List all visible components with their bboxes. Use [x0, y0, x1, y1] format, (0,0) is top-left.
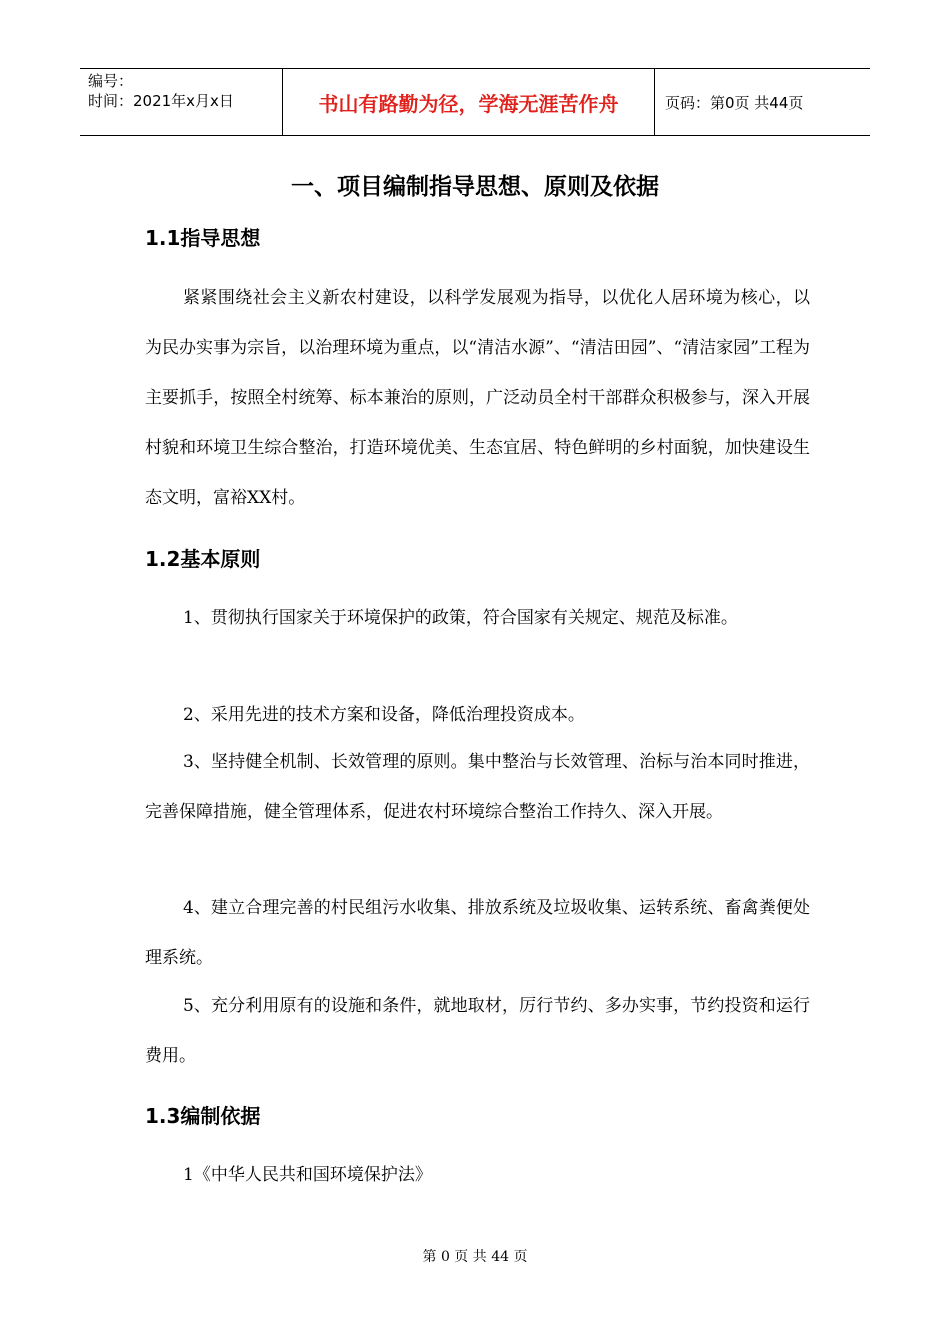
document-title: 一、项目编制指导思想、原则及依据: [291, 174, 659, 200]
number-label: 编号：: [88, 72, 134, 90]
header-meta: [80, 69, 282, 135]
page-footer: 第 0 页 共 44 页: [422, 1249, 528, 1265]
paragraph-guiding-thought: 紧紧围绕社会主义新农村建设，以科学发展观为指导，以优化人居环境为核心，以为民办实事为宗旨，以治理环境为重点，以“清洁水源”、“清洁田园”、“清洁家园”工程为主要抓手，按照全村统筹、标本兼治的原则，广泛动员全村干部群众积极参与，深入开展村貌和环境卫生综合整治，打造环境优美、生态宜居、特色鲜明的乡村面貌，加快建设生态文明，富裕XX村。: [145, 288, 810, 508]
principle-item-3: 3、坚持健全机制、长效管理的原则。集中整治与长效管理、治标与治本同时推进，完善保障措施，健全管理体系，促进农村环境综合整治工作持久、深入开展。: [145, 752, 810, 822]
basis-item-1: 1《中华人民共和国环境保护法》: [183, 1165, 432, 1185]
section-heading-1-1: 1.1指导思想: [145, 226, 261, 250]
header-page-info: 页码：第0页 共44页: [665, 93, 804, 112]
principle-item-2: 2、采用先进的技术方案和设备，降低治理投资成本。: [183, 705, 585, 725]
principle-item-1: 1、贯彻执行国家关于环境保护的政策，符合国家有关规定、规范及标准。: [183, 608, 738, 628]
section-heading-1-2: 1.2基本原则: [145, 547, 261, 571]
header-motto: 书山有路勤为径，学海无涯苦作舟: [282, 69, 655, 135]
date-label: 时间：2021年x月x日: [88, 92, 234, 110]
section-heading-1-3: 1.3编制依据: [145, 1104, 261, 1128]
principle-item-5: 5、充分利用原有的设施和条件，就地取材，厉行节约、多办实事，节约投资和运行费用。: [145, 996, 810, 1066]
page-header: [80, 68, 870, 136]
principle-item-4: 4、建立合理完善的村民组污水收集、排放系统及垃圾收集、运转系统、畜禽粪便处理系统。: [145, 898, 810, 968]
